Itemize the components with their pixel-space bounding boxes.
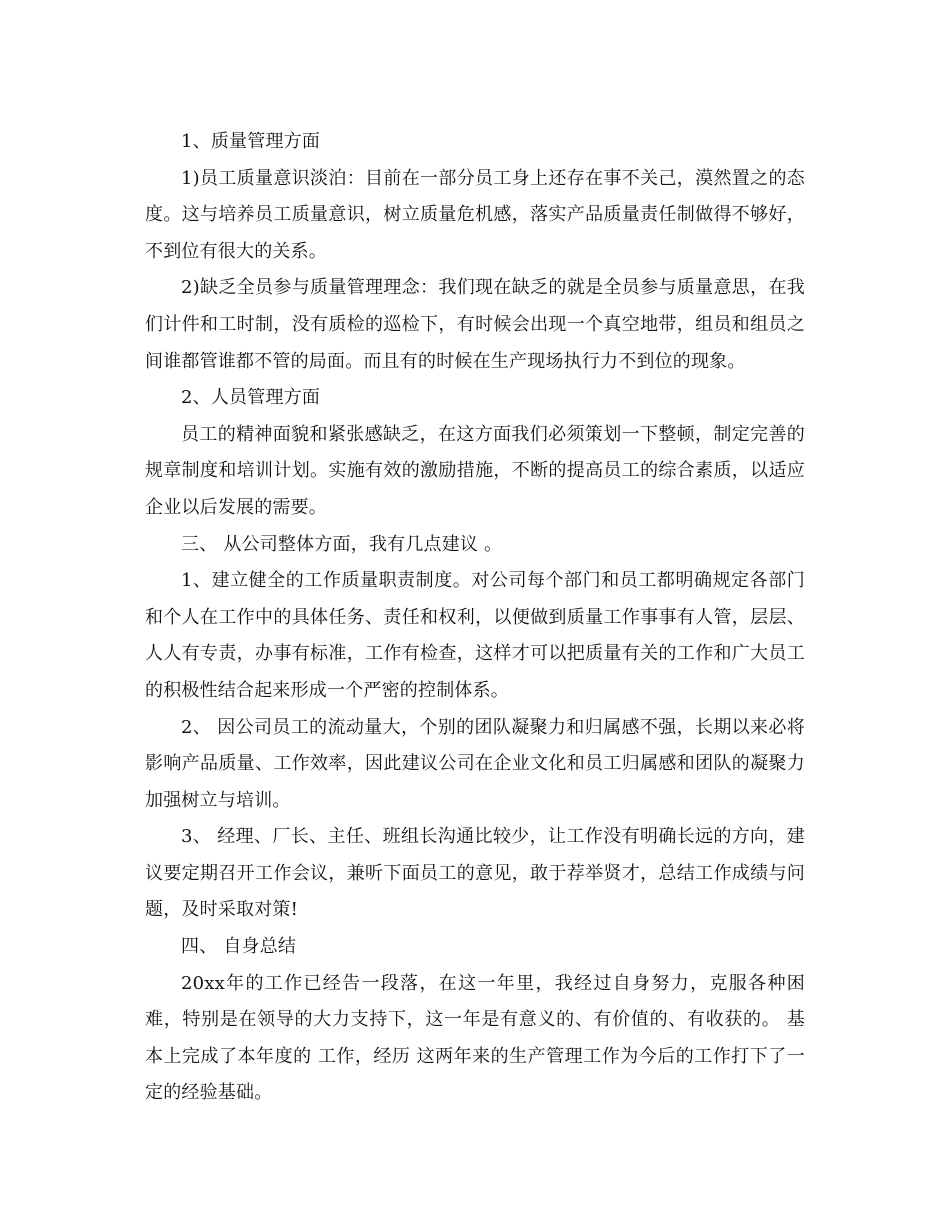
paragraph-suggestion-3: 3、 经理、厂长、主任、班组长沟通比较少，让工作没有明确长远的方向，建议要定期召开工作会议，兼听下面员工的意见，敢于荐举贤才，总结工作成绩与问题，及时采取对策! xyxy=(145,826,805,921)
paragraph-suggestion-2: 2、 因公司员工的流动量大，个别的团队凝聚力和归属感不强，长期以来必将影响产品质量、工作效率，因此建议公司在企业文化和员工归属感和团队的凝聚力加强树立与培训。 xyxy=(145,716,805,811)
paragraph-quality-awareness: 1)员工质量意识淡泊：目前在一部分员工身上还存在事不关己，漠然置之的态度。这与培养员工质量意识，树立质量危机感，落实产品质量责任制做得不够好，不到位有很大的关系。 xyxy=(145,167,805,262)
paragraph-suggestion-1: 1、建立健全的工作质量职责制度。对公司每个部门和员工都明确规定各部门和个人在工作中的具体任务、责任和权利，以便做到质量工作事事有人管，层层、人人有专责，办事有标准，工作有检查，这样才可以把质量有关的工作和广大员工的积极性结合起来形成一个严密的控制体系。 xyxy=(145,570,805,701)
heading-self-summary: 四、 自身总结 xyxy=(181,936,297,958)
paragraph-personnel: 员工的精神面貌和紧张感缺乏，在这方面我们必须策划一下整顿，制定完善的规章制度和培训计划。实施有效的激励措施，不断的提高员工的综合素质，以适应企业以后发展的需要。 xyxy=(145,423,805,518)
paragraph-full-participation: 2)缺乏全员参与质量管理理念：我们现在缺乏的就是全员参与质量意思，在我们计件和工时制，没有质检的巡检下，有时候会出现一个真空地带，组员和组员之间谁都管谁都不管的局面。而且有的时候在生产现场执行力不到位的现象。 xyxy=(145,277,805,372)
paragraph-self-summary: 20xx年的工作已经告一段落，在这一年里，我经过自身努力，克服各种困难，特别是在领导的大力支持下，这一年是有意义的、有价值的、有收获的。 基本上完成了本年度的 工作，经历 这两年来的生产管理工作为今后的工作打下了一定的经验基础。 xyxy=(145,972,805,1104)
heading-company-suggestions: 三、 从公司整体方面，我有几点建议 。 xyxy=(181,533,503,555)
heading-personnel-management: 2、人员管理方面 xyxy=(181,387,321,409)
document-body xyxy=(145,124,805,1112)
heading-quality-management: 1、质量管理方面 xyxy=(181,131,321,152)
